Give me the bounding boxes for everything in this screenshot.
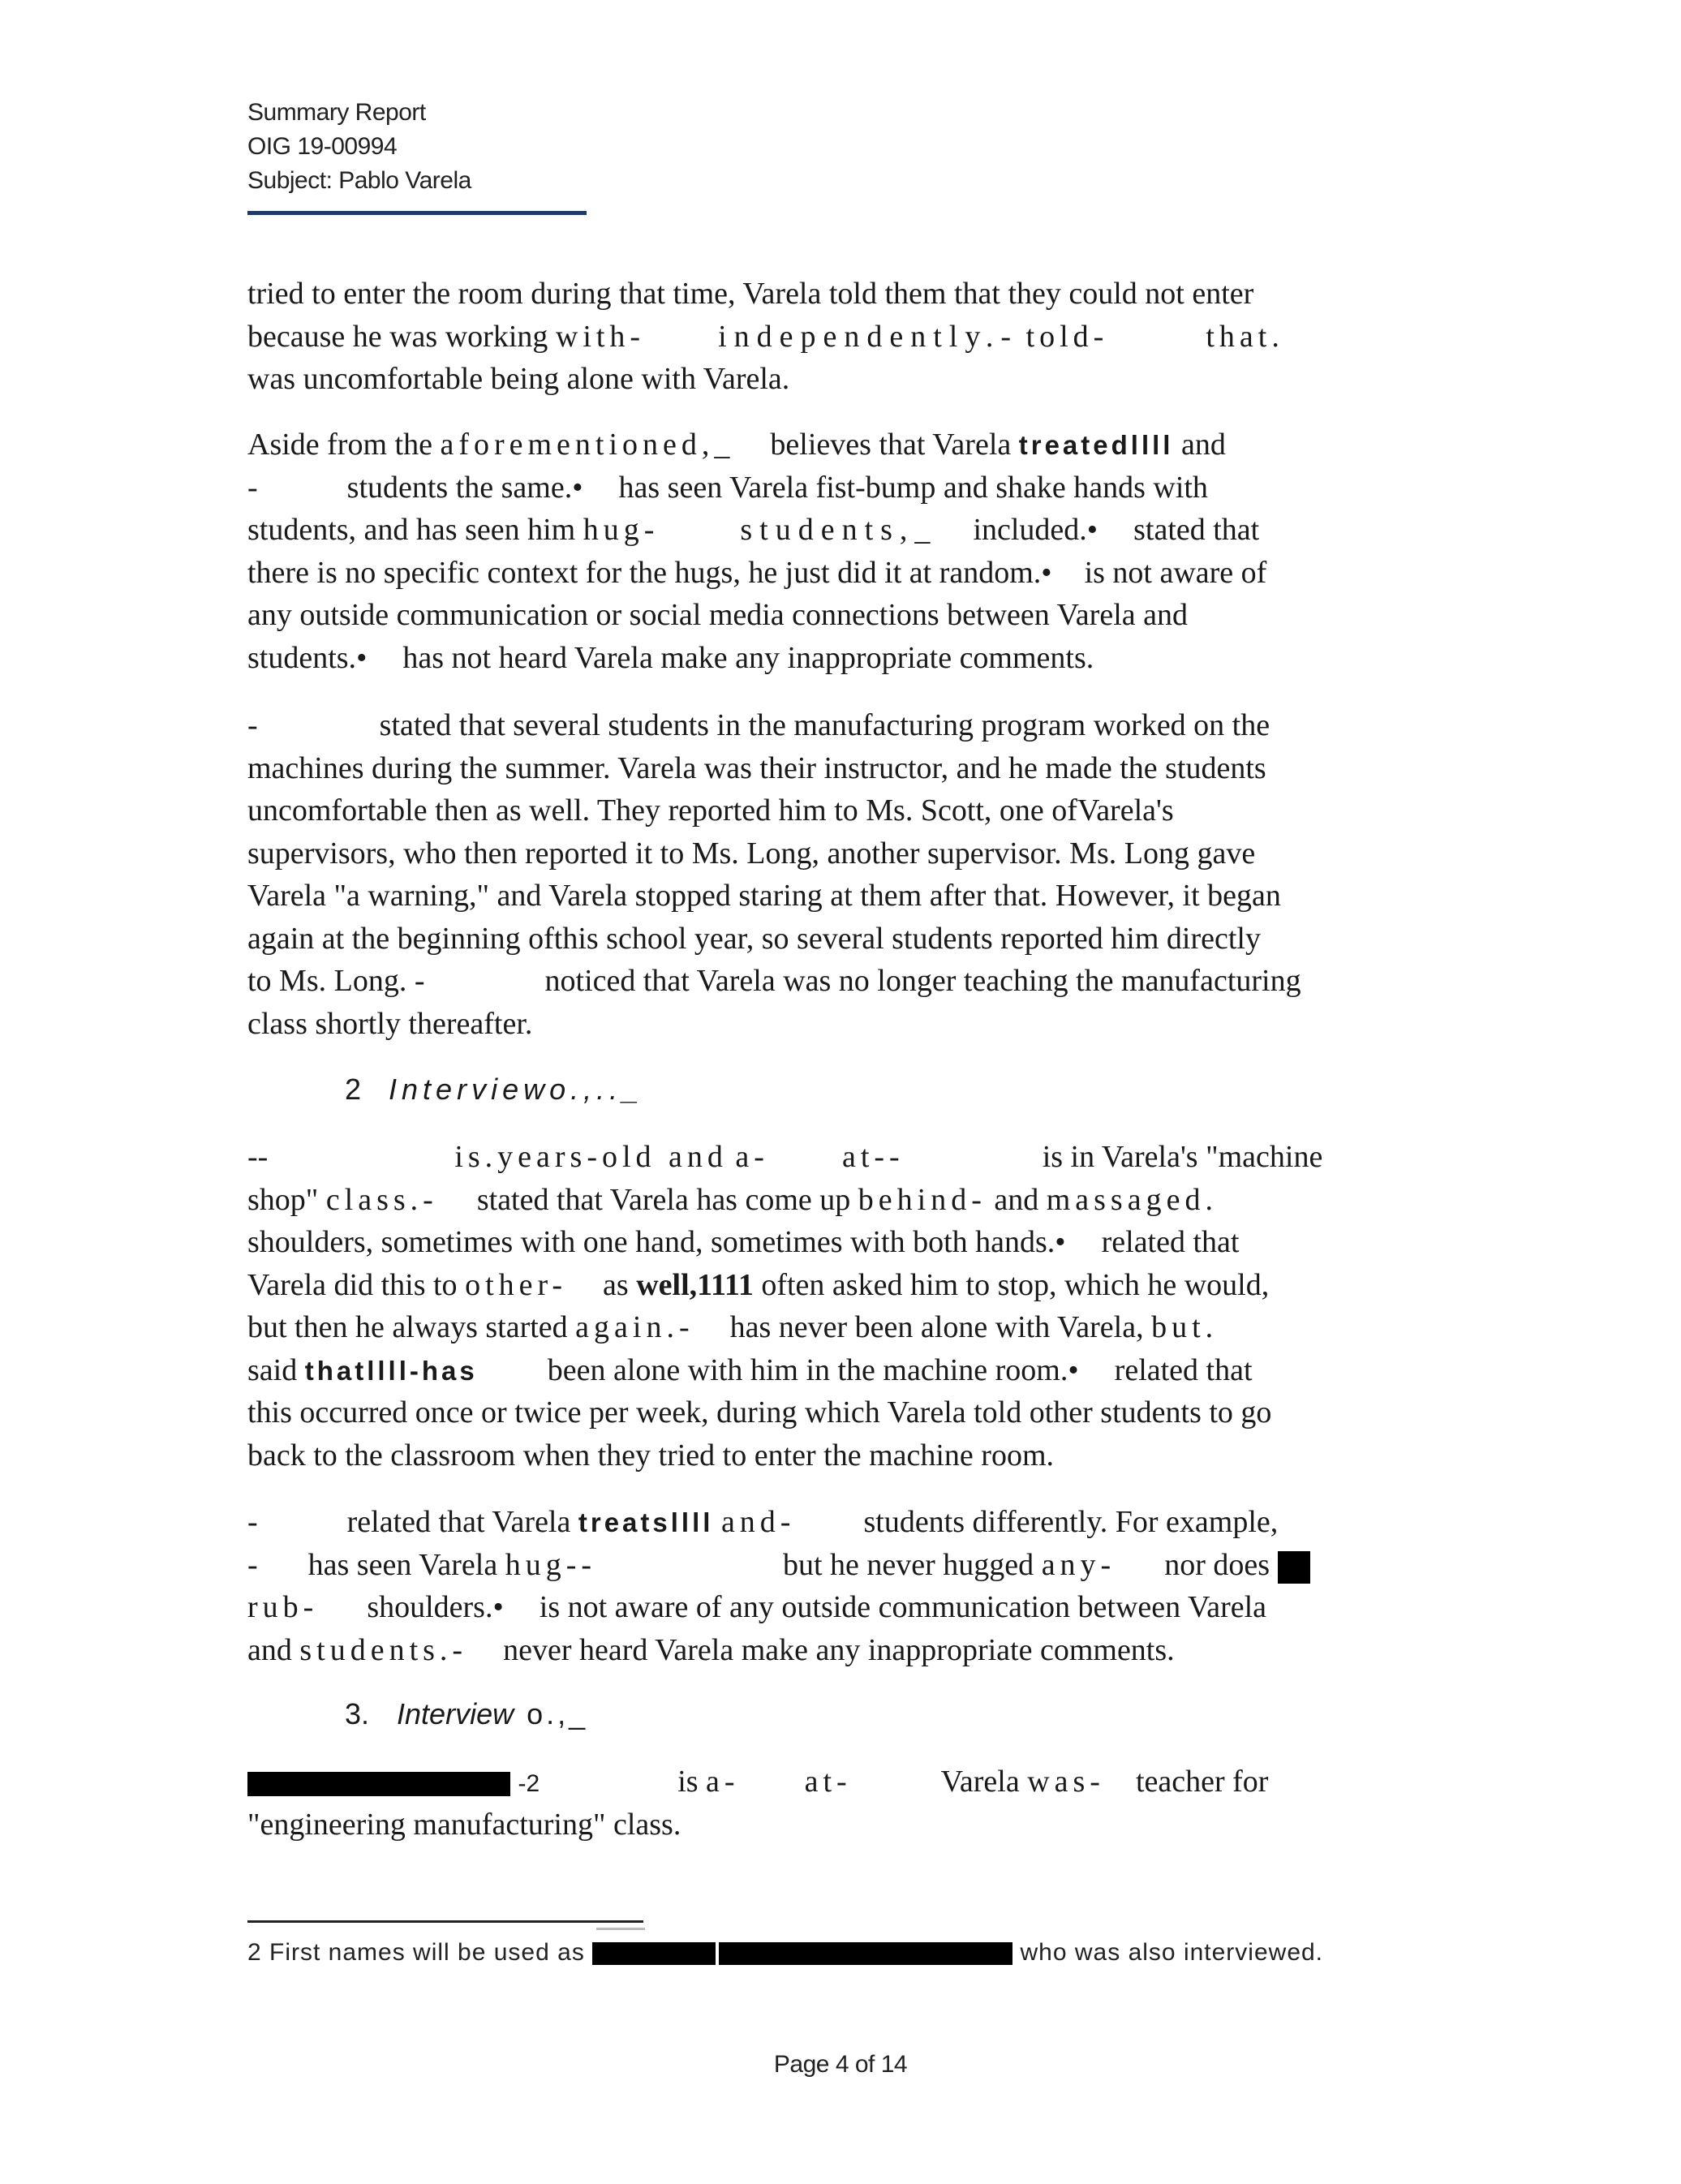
text-line: shop" class.- stated that Varela has come up behind- and massaged. (247, 1182, 1218, 1217)
redaction-block (592, 1942, 716, 1965)
redaction-block (247, 1772, 510, 1796)
paragraph-2 (247, 423, 1440, 679)
text-line: -2 is a- at- Varela was- teacher for (247, 1761, 1440, 1804)
paragraph-3 (247, 704, 1440, 1045)
text-line: rub- shoulders.• is not aware of any outside communication between Varela (247, 1590, 1267, 1624)
text-line: uncomfortable then as well. They reported him to Ms. Scott, one ofVarela's (247, 793, 1174, 828)
text-line: again at the beginning ofthis school year, so several students reported him directly (247, 921, 1261, 956)
text-line: was uncomfortable being alone with Varela. (247, 362, 790, 396)
text-line: - stated that several students in the manufacturing program worked on the (247, 708, 1270, 742)
paragraph-5 (247, 1501, 1440, 1671)
paragraph-1 (247, 273, 1440, 401)
redaction-block (1278, 1551, 1310, 1584)
text-line: but then he always started again.- has never been alone with Varela, but. (247, 1310, 1219, 1344)
text-line: - students the same.• has seen Varela fist-bump and shake hands with (247, 470, 1208, 505)
report-title: Summary Report (247, 99, 426, 126)
text-line: class shortly thereafter. (247, 1006, 533, 1041)
subject-line: Subject: Pablo Varela (247, 167, 471, 194)
footnote: 2 First names will be used as who was also interviewed. (247, 1939, 1324, 1966)
text-line: there is no specific context for the hugs, he just did it at random.• is not aware of (247, 555, 1267, 590)
section-heading-interview-2: 2 Interviewo.,.._ (345, 1073, 644, 1106)
text-line: this occurred once or twice per week, during which Varela told other students to go (247, 1395, 1272, 1429)
text-line: students.• has not heard Varela make any inappropriate comments. (247, 640, 1094, 675)
redaction-block (719, 1942, 1012, 1965)
text-line: - has seen Varela hug-- but he never hugged any- nor does (247, 1544, 1440, 1587)
page-number: Page 4 of 14 (773, 2051, 908, 2078)
text-line: because he was working with- independently.- told- that. (247, 319, 1284, 354)
footnote-divider (247, 1920, 643, 1923)
text-line: supervisors, who then reported it to Ms. Long, another supervisor. Ms. Long gave (247, 836, 1256, 871)
text-line: "engineering manufacturing" class. (247, 1807, 681, 1842)
section-heading-interview-3: 3. Interview o.,_ (345, 1697, 589, 1730)
text-line: back to the classroom when they tried to enter the machine room. (247, 1438, 1055, 1472)
text-line: Aside from the aforementioned,_ believes that Varela treatedllll and (247, 428, 1226, 462)
text-line: students, and has seen him hug- students,_ included.• stated that (247, 513, 1260, 547)
text-line: shoulders, sometimes with one hand, sometimes with both hands.• related that (247, 1225, 1240, 1259)
text-line: to Ms. Long. - noticed that Varela was no longer teaching the manufacturing (247, 964, 1301, 998)
text-line: -- is.years-old and a- at-- is in Varela's "machine (247, 1140, 1323, 1174)
text-line: Varela did this to other- as well,1111 often asked him to stop, which he would, (247, 1267, 1270, 1302)
text-line: and students.- never heard Varela make any inappropriate comments. (247, 1632, 1175, 1667)
case-number: OIG 19-00994 (247, 133, 398, 160)
footnote-divider-shadow (596, 1928, 645, 1930)
text-line: tried to enter the room during that time, Varela told them that they could not enter (247, 277, 1254, 311)
text-line: Varela "a warning," and Varela stopped staring at them after that. However, it began (247, 879, 1281, 913)
paragraph-4 (247, 1136, 1440, 1477)
text-line: said thatllll-has been alone with him in the machine room.• related that (247, 1352, 1253, 1387)
document-header (247, 96, 471, 198)
text-line: machines during the summer. Varela was their instructor, and he made the students (247, 750, 1266, 785)
text-line: any outside communication or social media connections between Varela and (247, 598, 1188, 632)
header-divider (247, 211, 587, 215)
paragraph-6 (247, 1761, 1440, 1846)
text-line: - related that Varela treatsllll and- students differently. For example, (247, 1505, 1279, 1539)
